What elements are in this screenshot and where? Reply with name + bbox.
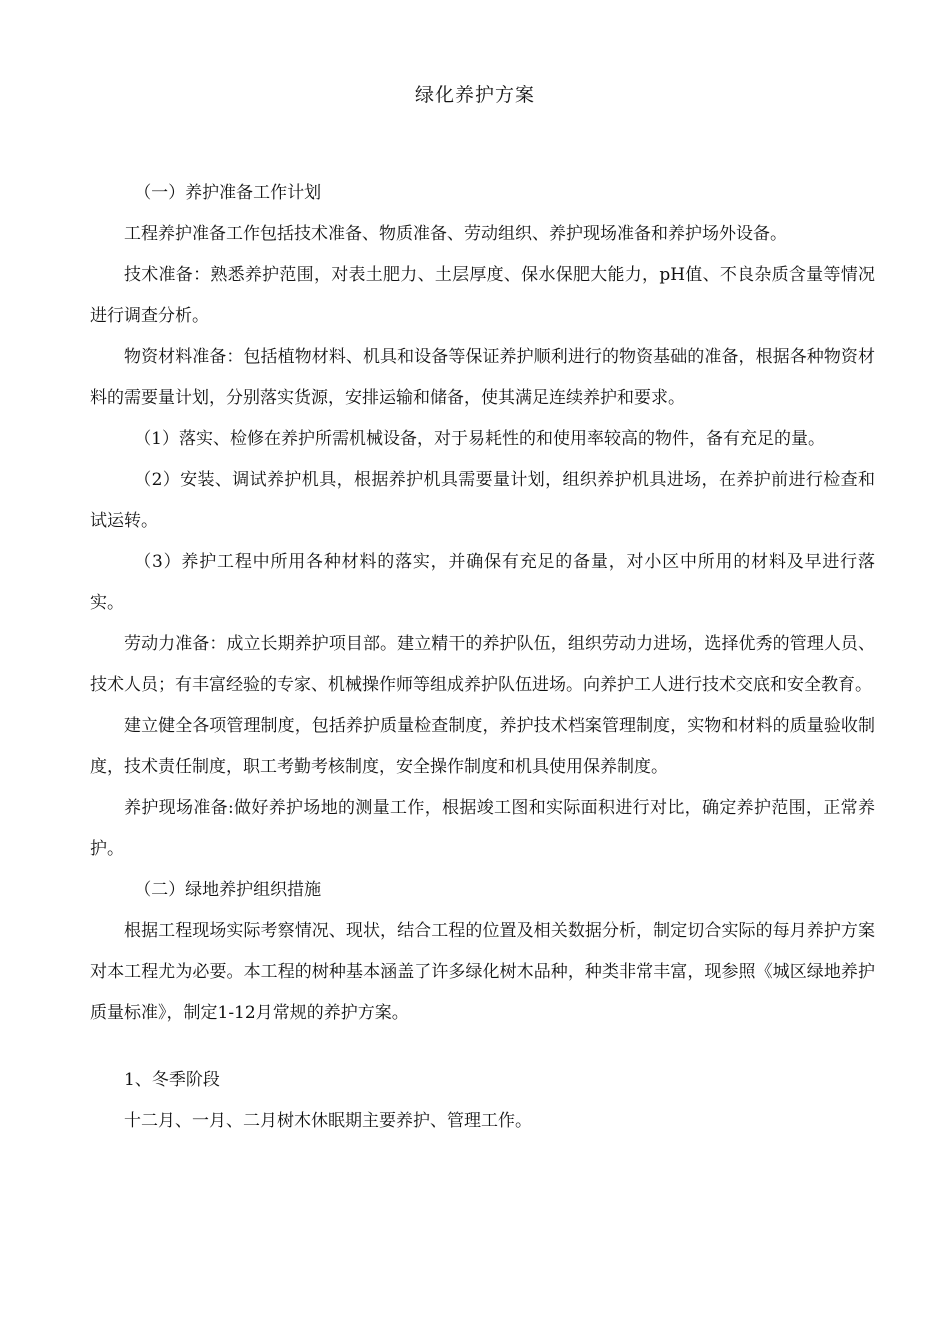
list-item-equipment: （1）落实、检修在养护所需机械设备，对于易耗性的和使用率较高的物件，备有充足的量。 <box>134 429 826 449</box>
list-item-materials: （3）养护工程中所用各种材料的落实，并确保有充足的备量，对小区中所用的材料及早进行落实。 <box>90 552 875 613</box>
paragraph-winter-work: 十二月、一月、二月树木休眠期主要养护、管理工作。 <box>124 1111 532 1131</box>
section-heading-winter: 1、冬季阶段 <box>124 1070 220 1090</box>
paragraph-site-preparation: 养护现场准备:做好养护场地的测量工作，根据竣工图和实际面积进行对比，确定养护范围，正常养护。 <box>90 798 875 859</box>
paragraph-preparation-overview: 工程养护准备工作包括技术准备、物质准备、劳动组织、养护现场准备和养护场外设备。 <box>124 224 787 244</box>
document-body <box>90 173 875 1142</box>
paragraph-organization-measures: 根据工程现场实际考察情况、现状，结合工程的位置及相关数据分析，制定切合实际的每月养护方案对本工程尤为必要。本工程的树种基本涵盖了许多绿化树木品种，种类非常丰富，现参照《城区绿地养护质量标准》，制定1-12月常规的养护方案。 <box>90 921 875 1023</box>
section-heading-preparation: （一）养护准备工作计划 <box>134 183 322 203</box>
section-heading-organization: （二）绿地养护组织措施 <box>134 880 322 900</box>
document-title: 绿化养护方案 <box>414 84 535 106</box>
paragraph-labor-preparation: 劳动力准备：成立长期养护项目部。建立精干的养护队伍，组织劳动力进场，选择优秀的管理人员、技术人员；有丰富经验的专家、机械操作师等组成养护队伍进场。向养护工人进行技术交底和安全教育。 <box>90 634 875 695</box>
paragraph-technical-preparation: 技术准备：熟悉养护范围，对表土肥力、土层厚度、保水保肥大能力，pH值、不良杂质含量等情况进行调查分析。 <box>90 265 875 326</box>
list-item-machinery: （2）安装、调试养护机具，根据养护机具需要量计划，组织养护机具进场，在养护前进行检查和试运转。 <box>90 470 875 531</box>
paragraph-material-preparation: 物资材料准备：包括植物材料、机具和设备等保证养护顺利进行的物资基础的准备，根据各种物资材料的需要量计划，分别落实货源，安排运输和储备，使其满足连续养护和要求。 <box>90 347 875 408</box>
paragraph-management-system: 建立健全各项管理制度，包括养护质量检查制度，养护技术档案管理制度，实物和材料的质量验收制度，技术责任制度，职工考勤考核制度，安全操作制度和机具使用保养制度。 <box>90 716 875 777</box>
